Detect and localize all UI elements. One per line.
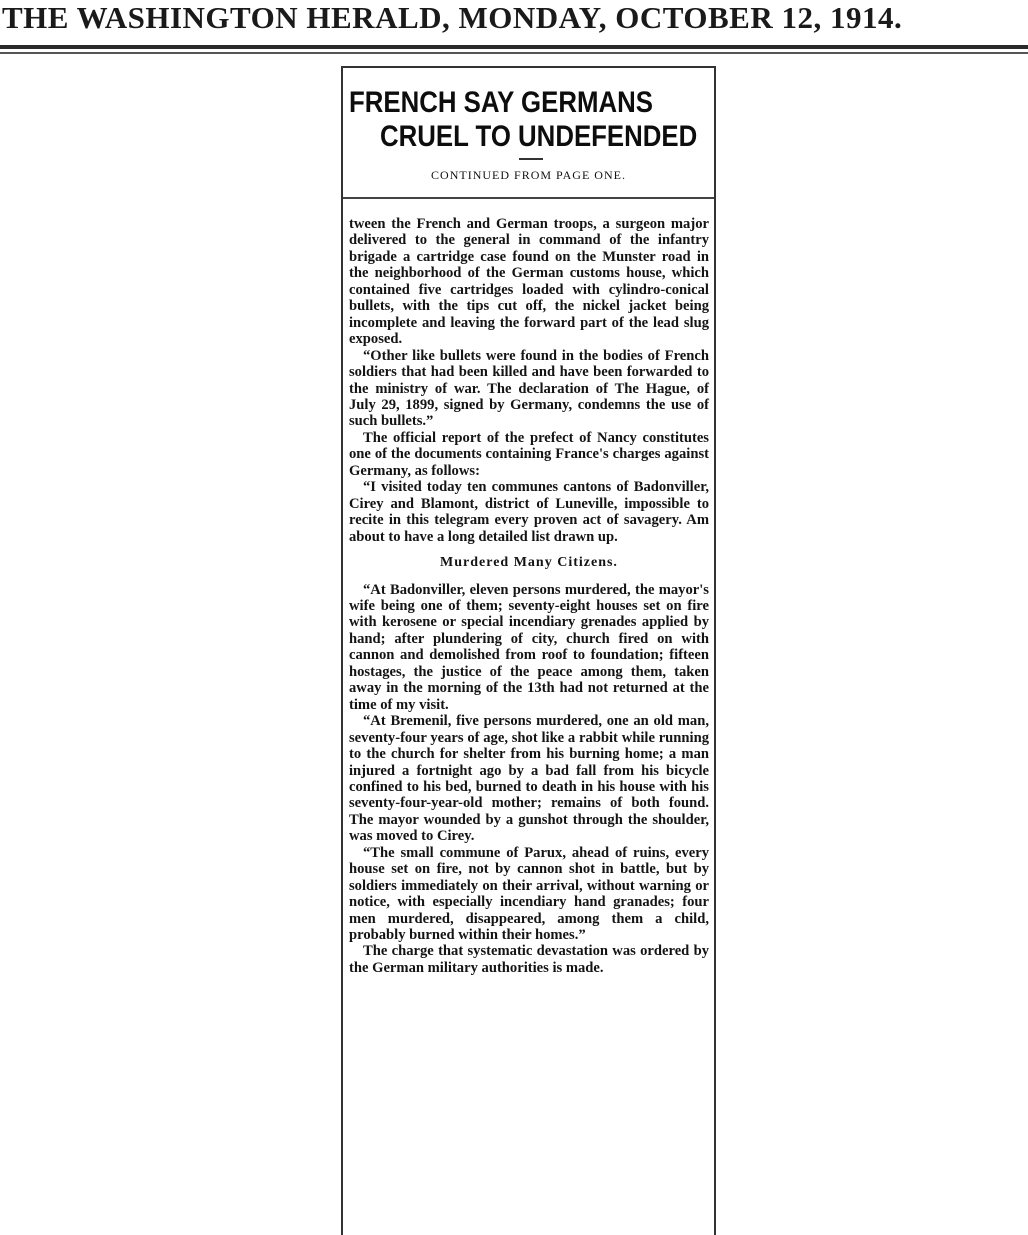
headline <box>349 86 698 154</box>
headline-line-1: FRENCH SAY GERMANS <box>349 86 653 119</box>
headline-dash <box>519 158 543 160</box>
paragraph: “Other like bullets were found in the bodies of French soldiers that had been killed and have been forwarded to the ministry of war. The declaration of The Hague, of July 29, 1899, signed by Germany, condemns the use of such bullets.” <box>349 347 709 430</box>
continued-line: CONTINUED FROM PAGE ONE. <box>431 168 626 182</box>
masthead-rule-thick <box>0 45 1028 49</box>
masthead-title: THE WASHINGTON HERALD, MONDAY, OCTOBER 12, 1914. <box>2 0 903 35</box>
paragraph: “At Badonviller, eleven persons murdered, the mayor's wife being one of them; seventy-eight houses set on fire with kerosene or special incendiary grenades applied by hand; after plundering of city, church fired on with cannon and demolished from roof to foundation; fifteen hostages, the justice of the peace among them, taken away in the morning of the 13th had not returned at the time of my visit. <box>349 581 709 713</box>
paragraph: “At Bremenil, five persons murdered, one an old man, seventy-four years of age, shot like a rabbit while running to the church for shelter from his burning home; a man injured a fortnight ago by a bad fall from his bicycle confined to his bed, burned to death in his house with his seventy-four-year-old mother; remains of both found. The mayor wounded by a gunshot through the shoulder, was moved to Cirey. <box>349 713 709 845</box>
article-body <box>349 216 709 976</box>
paragraph: “The small commune of Parux, ahead of ruins, every house set on fire, not by cannon shot in battle, but by soldiers immediately on their arrival, without warning or notice, with especially incendiary hand granades; four men murdered, disappeared, among them a child, probably burned within their homes.” <box>349 844 709 944</box>
masthead-rule-thin <box>0 52 1028 54</box>
paragraph: The charge that systematic devastation was ordered by the German military authorities is made. <box>349 943 709 976</box>
paragraph: tween the French and German troops, a surgeon major delivered to the general in command of the infantry brigade a cartridge case found on the Munster road in the neighborhood of the German customs house, which contained five cartridges loaded with cylindro-conical bullets, with the tips cut off, the nickel jacket being incomplete and leaving the forward part of the lead slug exposed. <box>349 216 709 348</box>
paragraph: The official report of the prefect of Nancy constitutes one of the documents containing France's charges against Germany, as follows: <box>349 429 709 479</box>
column-top-rule <box>343 66 714 68</box>
article-column <box>341 66 716 1235</box>
masthead <box>0 0 1028 44</box>
subheading: Murdered Many Citizens. <box>440 555 618 571</box>
headline-separator <box>343 197 714 199</box>
paragraph: “I visited today ten communes cantons of Badonviller, Cirey and Blamont, district of Luneville, impossible to recite in this telegram every proven act of savagery. Am about to have a long detailed list drawn up. <box>349 479 709 545</box>
headline-line-2: CRUEL TO UNDEFENDED <box>379 120 698 153</box>
